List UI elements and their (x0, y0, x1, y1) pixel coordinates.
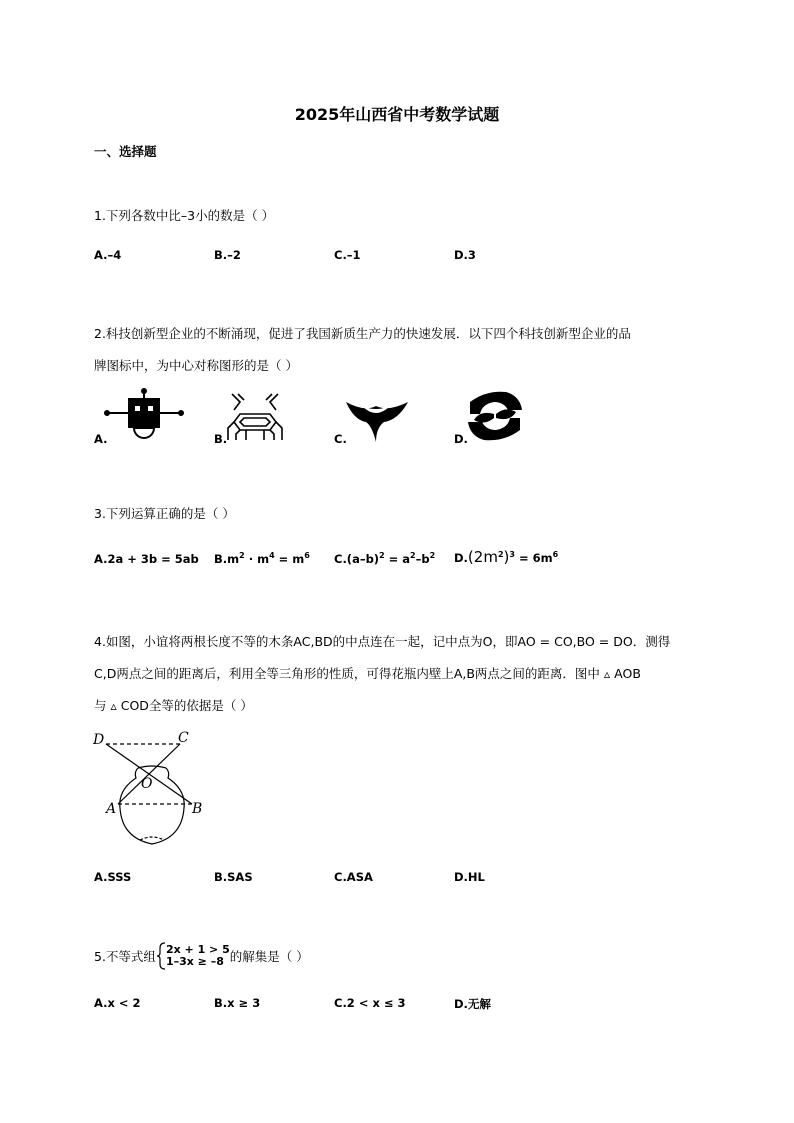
q4-option-a[interactable]: A.SSS (94, 870, 132, 884)
q3-b-exp2: 4 (269, 551, 275, 561)
q3-d-exp2: 3 (509, 550, 515, 560)
figure-label-a: A (106, 801, 117, 817)
q3-d-exp1: 2 (497, 550, 504, 560)
q1-option-b[interactable]: B.–2 (214, 248, 241, 262)
question-4-stem-line2: C,D两点之间的距离后，利用全等三角形的性质，可得花瓶内壁上A,B两点之间的距离．图中 ▵ AOB (94, 666, 641, 681)
section-heading: 一、选择题 (94, 144, 157, 159)
q1-option-c[interactable]: C.–1 (334, 248, 361, 262)
q5-option-a[interactable]: A.x < 2 (94, 996, 141, 1010)
question-1-stem: 1.下列各数中比–3小的数是（ ） (94, 208, 275, 223)
q5-stem-post: 的解集是（ ） (229, 949, 309, 964)
q3-d-inner: (2m (467, 548, 498, 566)
question-2-stem-line2: 牌图标中，为中心对称图形的是（ ） (94, 358, 298, 373)
figure-label-b: B (192, 801, 203, 817)
q5-system-line2: 1–3x ≥ –8 (165, 955, 224, 968)
question-5-stem (94, 942, 309, 970)
q3-d-close: ) (503, 548, 510, 566)
q3-c-base: C.(a–b) (334, 552, 380, 566)
question-4-stem-line1: 4.如图，小谊将两根长度不等的木条AC,BD的中点连在一起，记中点为O，即AO = CO,BO = DO．测得 (94, 634, 671, 649)
q3-c-mid: = a (384, 552, 411, 566)
q3-b-mid: · m (244, 552, 270, 566)
q3-c-exp2: 2 (410, 551, 416, 561)
q4-option-c[interactable]: C.ASA (334, 870, 373, 884)
vase-figure (88, 730, 218, 855)
question-3-stem: 3.下列运算正确的是（ ） (94, 506, 235, 521)
robot-logo-icon (100, 388, 190, 446)
figure-label-o: O (141, 776, 153, 792)
crab-logo-icon (222, 392, 288, 446)
q3-c-exp1: 2 (379, 551, 385, 561)
q2-option-a[interactable]: A. (94, 432, 108, 446)
figure-label-d: D (93, 732, 105, 748)
q3-option-d[interactable] (454, 548, 558, 566)
page-title: 2025年山西省中考数学试题 (294, 105, 500, 124)
q3-d-exp3: 6 (552, 550, 559, 560)
q3-b-base: B.m (214, 552, 240, 566)
q5-option-b[interactable]: B.x ≥ 3 (214, 996, 261, 1010)
left-brace-icon (156, 942, 166, 970)
q5-option-d[interactable]: D.无解 (454, 997, 491, 1011)
q3-option-b[interactable] (214, 552, 310, 566)
q5-inequality-system (156, 942, 230, 970)
q3-d-eq: = 6m (514, 551, 553, 565)
q4-option-d[interactable]: D.HL (454, 870, 485, 884)
q2-option-d[interactable]: D. (454, 432, 468, 446)
swirl-logo-icon (466, 388, 524, 444)
q4-option-b[interactable]: B.SAS (214, 870, 253, 884)
figure-label-c: C (178, 730, 189, 746)
question-4-stem-line3: 与 ▵ COD全等的依据是（ ） (94, 698, 253, 713)
q2-option-c[interactable]: C. (334, 432, 347, 446)
q5-stem-pre: 5.不等式组 (94, 949, 156, 964)
q3-c-tail: –b (415, 552, 430, 566)
q3-c-exp3: 2 (429, 551, 436, 561)
q3-option-c[interactable] (334, 552, 435, 566)
q1-option-d[interactable]: D.3 (454, 248, 476, 262)
q1-option-a[interactable]: A.–4 (94, 248, 122, 262)
q5-option-c[interactable]: C.2 < x ≤ 3 (334, 996, 406, 1010)
q3-d-label: D. (454, 551, 468, 565)
q5-system-line1: 2x + 1 > 5 (165, 943, 230, 956)
q3-b-exp1: 2 (239, 551, 245, 561)
q3-option-a[interactable]: A.2a + 3b = 5ab (94, 552, 199, 566)
tri-arc-logo-icon (344, 396, 410, 444)
q3-b-eq: = m (274, 552, 305, 566)
question-2-stem-line1: 2.科技创新型企业的不断涌现，促进了我国新质生产力的快速发展．以下四个科技创新型企业的品 (94, 326, 631, 341)
q3-b-exp3: 6 (304, 551, 310, 561)
q2-option-b[interactable]: B. (214, 432, 228, 446)
